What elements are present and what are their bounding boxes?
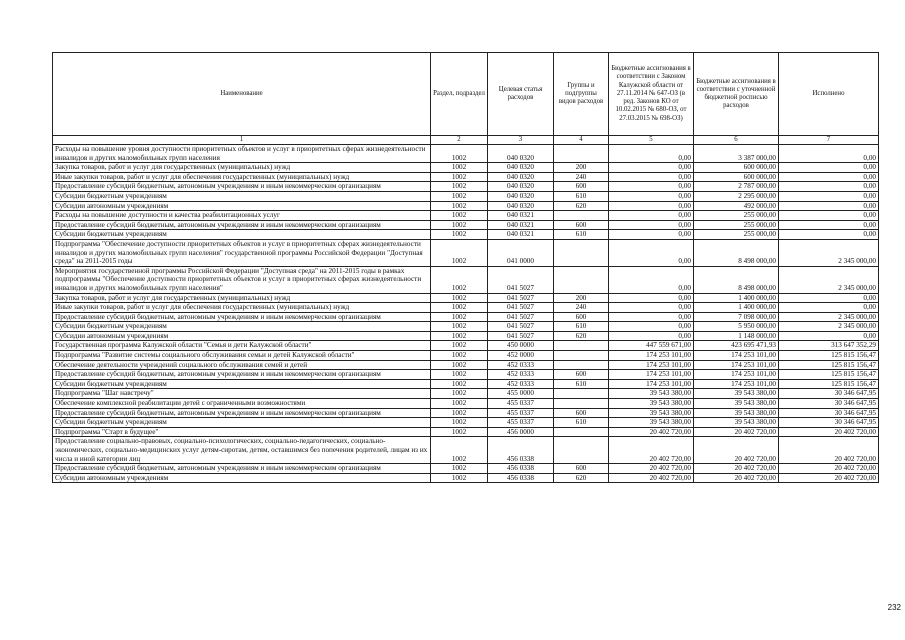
row-section: 1002	[431, 418, 488, 428]
row-revised-amount: 255 000,00	[694, 220, 779, 230]
row-expense-group: 600	[554, 220, 609, 230]
table-row	[53, 322, 879, 332]
table-row	[53, 211, 879, 221]
row-executed-amount: 0,00	[779, 182, 879, 192]
table-row	[53, 389, 879, 399]
row-target-article: 456 0338	[488, 473, 554, 483]
table-row	[53, 172, 879, 182]
row-revised-amount: 174 253 101,00	[694, 360, 779, 370]
row-name: Предоставление субсидий бюджетным, автономным учреждениям и иным некоммерческим организациям	[53, 182, 431, 192]
row-section: 1002	[431, 145, 488, 163]
row-law-amount: 39 543 380,00	[609, 399, 694, 409]
row-name: Предоставление субсидий бюджетным, автономным учреждениям и иным некоммерческим организациям	[53, 464, 431, 474]
row-law-amount: 0,00	[609, 211, 694, 221]
row-section: 1002	[431, 408, 488, 418]
table-row	[53, 379, 879, 389]
row-executed-amount: 125 815 156,47	[779, 370, 879, 380]
row-law-amount: 0,00	[609, 172, 694, 182]
row-revised-amount: 39 543 380,00	[694, 418, 779, 428]
table-body	[53, 145, 879, 483]
row-law-amount: 174 253 101,00	[609, 370, 694, 380]
row-executed-amount: 20 402 720,00	[779, 437, 879, 464]
row-executed-amount: 20 402 720,00	[779, 473, 879, 483]
row-revised-amount: 8 498 000,00	[694, 239, 779, 266]
table-row	[53, 331, 879, 341]
row-section: 1002	[431, 437, 488, 464]
table-row	[53, 418, 879, 428]
header-revised: Бюджетные ассигнования в соответствии с уточненной бюджетной росписью расходов	[694, 53, 779, 136]
table-row	[53, 370, 879, 380]
row-section: 1002	[431, 399, 488, 409]
row-target-article: 040 0321	[488, 230, 554, 240]
row-expense-group: 610	[554, 191, 609, 201]
row-expense-group	[554, 360, 609, 370]
row-name: Иные закупки товаров, работ и услуг для обеспечения государственных (муниципальных) нужд	[53, 172, 431, 182]
row-name: Субсидии бюджетным учреждениям	[53, 191, 431, 201]
row-revised-amount: 2 295 000,00	[694, 191, 779, 201]
row-law-amount: 20 402 720,00	[609, 427, 694, 437]
row-section: 1002	[431, 351, 488, 361]
row-section: 1002	[431, 230, 488, 240]
row-law-amount: 0,00	[609, 145, 694, 163]
row-expense-group	[554, 427, 609, 437]
row-law-amount: 0,00	[609, 163, 694, 173]
row-law-amount: 0,00	[609, 303, 694, 313]
table-row	[53, 341, 879, 351]
row-expense-group	[554, 389, 609, 399]
row-expense-group	[554, 145, 609, 163]
row-name: Закупка товаров, работ и услуг для государственных (муниципальных) нужд	[53, 293, 431, 303]
row-name: Субсидии автономным учреждениям	[53, 473, 431, 483]
row-executed-amount: 0,00	[779, 230, 879, 240]
column-number: 6	[694, 136, 779, 145]
table-row	[53, 464, 879, 474]
row-section: 1002	[431, 266, 488, 293]
header-group: Группы и подгруппы видов расходов	[554, 53, 609, 136]
row-executed-amount: 313 647 352,29	[779, 341, 879, 351]
header-done: Исполнено	[779, 53, 879, 136]
row-expense-group: 600	[554, 464, 609, 474]
row-law-amount: 0,00	[609, 312, 694, 322]
row-revised-amount: 1 400 000,00	[694, 303, 779, 313]
row-executed-amount: 0,00	[779, 293, 879, 303]
row-executed-amount: 125 815 156,47	[779, 360, 879, 370]
row-revised-amount: 2 787 000,00	[694, 182, 779, 192]
row-executed-amount: 125 815 156,47	[779, 379, 879, 389]
row-target-article: 041 5027	[488, 293, 554, 303]
row-target-article: 041 5027	[488, 322, 554, 332]
row-name: Государственная программа Калужской области "Семья и дети Калужской области"	[53, 341, 431, 351]
row-target-article: 450 0000	[488, 341, 554, 351]
row-section: 1002	[431, 370, 488, 380]
row-name: Субсидии бюджетным учреждениям	[53, 418, 431, 428]
row-name: Подпрограмма "Старт в будущее"	[53, 427, 431, 437]
row-name: Предоставление субсидий бюджетным, автономным учреждениям и иным некоммерческим организациям	[53, 220, 431, 230]
row-expense-group	[554, 399, 609, 409]
row-law-amount: 39 543 380,00	[609, 389, 694, 399]
table-row	[53, 182, 879, 192]
row-revised-amount: 20 402 720,00	[694, 427, 779, 437]
row-name: Подпрограмма "Развитие системы социального обслуживания семьи и детей Калужской области"	[53, 351, 431, 361]
row-name: Предоставление субсидий бюджетным, автономным учреждениям и иным некоммерческим организациям	[53, 312, 431, 322]
row-law-amount: 0,00	[609, 182, 694, 192]
row-section: 1002	[431, 293, 488, 303]
row-revised-amount: 600 000,00	[694, 172, 779, 182]
row-revised-amount: 5 950 000,00	[694, 322, 779, 332]
row-law-amount: 174 253 101,00	[609, 360, 694, 370]
table-row	[53, 145, 879, 163]
row-revised-amount: 1 148 000,00	[694, 331, 779, 341]
row-target-article: 452 0333	[488, 360, 554, 370]
row-revised-amount: 3 387 000,00	[694, 145, 779, 163]
row-name: Обеспечение деятельности учреждений социального обслуживания семей и детей	[53, 360, 431, 370]
row-executed-amount: 30 346 647,95	[779, 418, 879, 428]
row-target-article: 040 0320	[488, 182, 554, 192]
row-name: Предоставление субсидий бюджетным, автономным учреждениям и иным некоммерческим организациям	[53, 408, 431, 418]
row-executed-amount: 2 345 000,00	[779, 239, 879, 266]
row-expense-group: 240	[554, 303, 609, 313]
row-section: 1002	[431, 379, 488, 389]
row-expense-group	[554, 437, 609, 464]
row-revised-amount: 7 098 000,00	[694, 312, 779, 322]
row-section: 1002	[431, 211, 488, 221]
row-law-amount: 0,00	[609, 191, 694, 201]
row-name: Мероприятия государственной программы Российской Федерации "Доступная среда" на 2011-2015 годы в рамках подпрограммы "Обеспечение доступности приоритетных объектов и услуг в приоритетных сферах жизнедеятельности инвалидов и других маломобильных групп населения"	[53, 266, 431, 293]
row-target-article: 040 0320	[488, 172, 554, 182]
row-executed-amount: 20 402 720,00	[779, 427, 879, 437]
row-expense-group	[554, 341, 609, 351]
table-row	[53, 191, 879, 201]
row-executed-amount: 2 345 000,00	[779, 312, 879, 322]
row-section: 1002	[431, 427, 488, 437]
row-expense-group: 620	[554, 331, 609, 341]
table-row	[53, 408, 879, 418]
row-section: 1002	[431, 331, 488, 341]
row-target-article: 452 0333	[488, 370, 554, 380]
row-name: Иные закупки товаров, работ и услуг для обеспечения государственных (муниципальных) нужд	[53, 303, 431, 313]
row-revised-amount: 39 543 380,00	[694, 408, 779, 418]
header-section: Раздел, подраздел	[431, 53, 488, 136]
row-executed-amount: 0,00	[779, 191, 879, 201]
row-executed-amount: 125 815 156,47	[779, 351, 879, 361]
row-target-article: 040 0320	[488, 191, 554, 201]
row-revised-amount: 492 000,00	[694, 201, 779, 211]
row-revised-amount: 255 000,00	[694, 230, 779, 240]
row-revised-amount: 174 253 101,00	[694, 370, 779, 380]
row-expense-group: 620	[554, 473, 609, 483]
row-expense-group: 200	[554, 293, 609, 303]
row-revised-amount: 174 253 101,00	[694, 351, 779, 361]
row-name: Расходы на повышение уровня доступности приоритетных объектов и услуг в приоритетных сферах жизнедеятельности инвалидов и других маломобильных групп населения	[53, 145, 431, 163]
row-name: Субсидии бюджетным учреждениям	[53, 322, 431, 332]
row-revised-amount: 255 000,00	[694, 211, 779, 221]
row-executed-amount: 0,00	[779, 211, 879, 221]
row-executed-amount: 0,00	[779, 331, 879, 341]
row-expense-group: 200	[554, 163, 609, 173]
row-executed-amount: 0,00	[779, 145, 879, 163]
row-law-amount: 20 402 720,00	[609, 437, 694, 464]
row-name: Субсидии автономным учреждениям	[53, 331, 431, 341]
table-row	[53, 351, 879, 361]
row-executed-amount: 30 346 647,95	[779, 408, 879, 418]
row-name: Субсидии бюджетным учреждениям	[53, 379, 431, 389]
row-target-article: 040 0320	[488, 201, 554, 211]
row-expense-group: 610	[554, 322, 609, 332]
row-revised-amount: 8 498 000,00	[694, 266, 779, 293]
row-section: 1002	[431, 220, 488, 230]
row-section: 1002	[431, 473, 488, 483]
row-target-article: 455 0000	[488, 389, 554, 399]
row-revised-amount: 174 253 101,00	[694, 379, 779, 389]
row-name: Субсидии бюджетным учреждениям	[53, 230, 431, 240]
row-expense-group: 610	[554, 230, 609, 240]
row-target-article: 041 5027	[488, 266, 554, 293]
row-executed-amount: 30 346 647,95	[779, 389, 879, 399]
row-revised-amount: 39 543 380,00	[694, 389, 779, 399]
row-executed-amount: 2 345 000,00	[779, 266, 879, 293]
row-executed-amount: 20 402 720,00	[779, 464, 879, 474]
row-expense-group	[554, 351, 609, 361]
row-revised-amount: 39 543 380,00	[694, 399, 779, 409]
row-law-amount: 0,00	[609, 322, 694, 332]
row-expense-group: 610	[554, 379, 609, 389]
row-target-article: 041 0000	[488, 239, 554, 266]
row-target-article: 456 0338	[488, 437, 554, 464]
table-row	[53, 312, 879, 322]
row-law-amount: 39 543 380,00	[609, 418, 694, 428]
row-revised-amount: 20 402 720,00	[694, 464, 779, 474]
row-target-article: 452 0000	[488, 351, 554, 361]
row-executed-amount: 0,00	[779, 172, 879, 182]
row-section: 1002	[431, 239, 488, 266]
row-expense-group: 600	[554, 182, 609, 192]
table-row	[53, 293, 879, 303]
row-target-article: 041 5027	[488, 312, 554, 322]
row-name: Обеспечение комплексной реабилитации детей с ограниченными возможностями	[53, 399, 431, 409]
row-expense-group: 600	[554, 370, 609, 380]
row-name: Подпрограмма "Обеспечение доступности приоритетных объектов и услуг в приоритетных сферах жизнедеятельности инвалидов и других маломобильных групп населения" государственной программы Российской Федерации "Доступная среда" на 2011-2015 годы	[53, 239, 431, 266]
row-target-article: 040 0321	[488, 211, 554, 221]
row-expense-group	[554, 239, 609, 266]
table-row	[53, 303, 879, 313]
row-revised-amount: 600 000,00	[694, 163, 779, 173]
column-number: 4	[554, 136, 609, 145]
row-law-amount: 0,00	[609, 220, 694, 230]
row-revised-amount: 423 695 471,93	[694, 341, 779, 351]
column-number: 7	[779, 136, 879, 145]
row-section: 1002	[431, 389, 488, 399]
column-number: 2	[431, 136, 488, 145]
table-row	[53, 437, 879, 464]
row-law-amount: 0,00	[609, 239, 694, 266]
row-law-amount: 0,00	[609, 331, 694, 341]
row-name: Расходы на повышение доступности и качества реабилитационных услуг	[53, 211, 431, 221]
row-section: 1002	[431, 312, 488, 322]
table-row	[53, 220, 879, 230]
column-number: 3	[488, 136, 554, 145]
row-law-amount: 447 559 671,00	[609, 341, 694, 351]
row-law-amount: 0,00	[609, 230, 694, 240]
budget-table	[52, 52, 879, 483]
row-executed-amount: 0,00	[779, 303, 879, 313]
row-target-article: 040 0320	[488, 163, 554, 173]
row-name: Предоставление социально-правовых, социально-психологических, социально-педагогических, социально-экономических, социально-медицинских услуг детям-сиротам, детям, оставшимся без попечения родителей, лицам из их числа и иной категории лиц	[53, 437, 431, 464]
row-section: 1002	[431, 322, 488, 332]
row-target-article: 452 0333	[488, 379, 554, 389]
row-executed-amount: 30 346 647,95	[779, 399, 879, 409]
row-name: Субсидии автономным учреждениям	[53, 201, 431, 211]
row-expense-group: 610	[554, 418, 609, 428]
table-row	[53, 163, 879, 173]
row-law-amount: 20 402 720,00	[609, 464, 694, 474]
row-name: Предоставление субсидий бюджетным, автономным учреждениям и иным некоммерческим организациям	[53, 370, 431, 380]
row-section: 1002	[431, 201, 488, 211]
row-section: 1002	[431, 360, 488, 370]
row-target-article: 040 0321	[488, 220, 554, 230]
row-revised-amount: 1 400 000,00	[694, 293, 779, 303]
row-law-amount: 174 253 101,00	[609, 351, 694, 361]
row-revised-amount: 20 402 720,00	[694, 437, 779, 464]
row-law-amount: 0,00	[609, 293, 694, 303]
table-row	[53, 427, 879, 437]
row-target-article: 040 0320	[488, 145, 554, 163]
row-expense-group: 240	[554, 172, 609, 182]
row-section: 1002	[431, 163, 488, 173]
row-section: 1002	[431, 191, 488, 201]
header-row	[53, 53, 879, 136]
table-row	[53, 239, 879, 266]
row-executed-amount: 0,00	[779, 201, 879, 211]
column-number: 1	[53, 136, 431, 145]
row-section: 1002	[431, 464, 488, 474]
column-number-row	[53, 136, 879, 145]
row-section: 1002	[431, 303, 488, 313]
row-law-amount: 20 402 720,00	[609, 473, 694, 483]
row-target-article: 455 0337	[488, 408, 554, 418]
row-executed-amount: 0,00	[779, 220, 879, 230]
row-section: 1002	[431, 182, 488, 192]
row-expense-group: 600	[554, 408, 609, 418]
row-law-amount: 39 543 380,00	[609, 408, 694, 418]
row-target-article: 455 0337	[488, 399, 554, 409]
page-number: 232	[887, 603, 901, 612]
table-row	[53, 360, 879, 370]
header-law: Бюджетные ассигнования в соответствии с Законом Калужской области от 27.11.2014 № 647-ОЗ (в ред. Законов КО от 10.02.2015 № 680-ОЗ, от 27.03.2015 № 698-ОЗ)	[609, 53, 694, 136]
row-expense-group	[554, 211, 609, 221]
header-name: Наименование	[53, 53, 431, 136]
table-row	[53, 399, 879, 409]
row-law-amount: 0,00	[609, 201, 694, 211]
table-row	[53, 266, 879, 293]
header-target: Целевая статья расходов	[488, 53, 554, 136]
row-target-article: 456 0338	[488, 464, 554, 474]
row-section: 1002	[431, 341, 488, 351]
row-expense-group: 620	[554, 201, 609, 211]
row-target-article: 041 5027	[488, 331, 554, 341]
row-revised-amount: 20 402 720,00	[694, 473, 779, 483]
row-target-article: 456 0000	[488, 427, 554, 437]
row-law-amount: 174 253 101,00	[609, 379, 694, 389]
row-section: 1002	[431, 172, 488, 182]
row-name: Подпрограмма "Шаг навстречу"	[53, 389, 431, 399]
row-target-article: 041 5027	[488, 303, 554, 313]
row-executed-amount: 0,00	[779, 163, 879, 173]
row-law-amount: 0,00	[609, 266, 694, 293]
column-number: 5	[609, 136, 694, 145]
row-target-article: 455 0337	[488, 418, 554, 428]
row-expense-group: 600	[554, 312, 609, 322]
table-row	[53, 201, 879, 211]
table-row	[53, 473, 879, 483]
row-expense-group	[554, 266, 609, 293]
row-name: Закупка товаров, работ и услуг для государственных (муниципальных) нужд	[53, 163, 431, 173]
row-executed-amount: 2 345 000,00	[779, 322, 879, 332]
table-row	[53, 230, 879, 240]
